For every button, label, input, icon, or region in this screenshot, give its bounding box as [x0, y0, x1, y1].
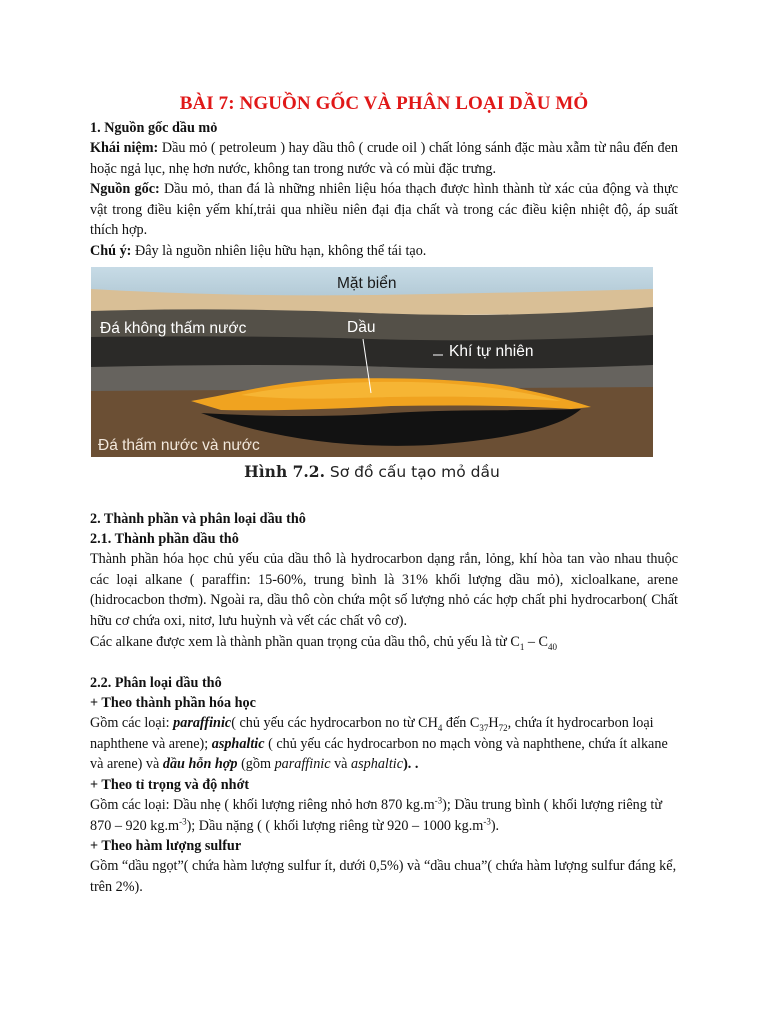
- by-sulfur-paragraph: Gồm “dầu ngọt”( chứa hàm lượng sulfur ít, dưới 0,5%) và “dầu chua”( chứa hàm lượng sulfur đáng kể, trên 2%).: [90, 858, 677, 895]
- origin-text: Dầu mỏ, than đá là những nhiên liệu hóa thạch được hình thành từ xác của động và thực vật trong điều kiện yếm khí,trải qua nhiều niên đại địa chất và trong các điều kiện nhiệt độ, áp suất thích hợp.: [90, 181, 678, 239]
- note-paragraph: [90, 241, 678, 262]
- term-asphaltic-2: asphaltic: [351, 756, 404, 773]
- alkane-dash: – C: [524, 634, 549, 650]
- caption-text: Sơ đồ cấu tạo mỏ dầu: [324, 463, 500, 481]
- chem-text-1: Gồm các loại:: [90, 715, 174, 731]
- label-impermeable-rock: Đá không thấm nước: [100, 320, 247, 337]
- concept-label: Khái niệm:: [90, 140, 159, 156]
- label-oil: Dầu: [347, 319, 376, 336]
- label-sea: Mặt biển: [337, 275, 397, 292]
- concept-text: Dầu mỏ ( petroleum ) hay dầu thô ( crude oil ) chất lỏng sánh đặc màu xẫm từ nâu đến đen hoặc ngả lục, nhẹ hơn nước, không tan trong nước và có mùi đặc trưng.: [90, 140, 678, 177]
- chem-text-2: ( chủ yếu các hydrocarbon no từ CH: [231, 715, 438, 731]
- chem-text-9: ). .: [403, 756, 419, 773]
- chem-sub-4: 4: [437, 722, 443, 733]
- density-sup-2: -3: [179, 815, 187, 826]
- density-text-1: Gồm các loại: Dầu nhẹ ( khối lượng riêng nhỏ hơn 870 kg.m: [90, 797, 435, 813]
- chem-sub-37: 37: [479, 722, 489, 733]
- by-density-heading: [90, 775, 678, 796]
- by-chemistry-paragraph: [90, 713, 678, 775]
- chem-text-7: (gồm: [237, 756, 275, 773]
- by-sulfur-heading-text: + Theo hàm lượng sulfur: [90, 838, 242, 854]
- figure-caption: [90, 462, 654, 481]
- term-paraffinic: paraffinic: [173, 715, 232, 731]
- by-density-paragraph: [90, 795, 678, 836]
- term-asphaltic: asphaltic: [211, 735, 265, 752]
- section1-heading-text: 1. Nguồn gốc dầu mỏ: [90, 120, 218, 136]
- term-paraffinic-2: paraffinic: [274, 756, 331, 773]
- chem-text-4: H: [488, 715, 499, 731]
- note-label: Chú ý:: [90, 243, 132, 259]
- alkane-sub-1: 1: [519, 641, 525, 652]
- caption-number: Hình 7.2.: [244, 462, 325, 481]
- chem-text-3: đến C: [442, 715, 480, 731]
- by-sulfur-heading: [90, 836, 678, 857]
- by-chemistry-heading: [90, 693, 678, 714]
- subsection-2-1-heading-text: 2.1. Thành phần dầu thô: [90, 531, 239, 547]
- density-text-3: ); Dầu nặng ( ( khối lượng riêng từ 920 – 1000 kg.m: [186, 817, 484, 834]
- density-sup-3: -3: [483, 815, 491, 826]
- chem-text-6: ( chủ yếu các hydrocarbon no mạch vòng và naphthene, chứa ít alkane và arene) và: [90, 735, 668, 773]
- chem-text-8: và: [330, 756, 352, 773]
- by-density-heading-text: + Theo tỉ trọng và độ nhớt: [90, 777, 250, 793]
- label-natural-gas: Khí tự nhiên: [449, 343, 534, 360]
- alkane-text: Các alkane được xem là thành phần quan trọng của dầu thô, chủ yếu là từ C: [90, 634, 520, 650]
- density-text-4: ).: [490, 817, 500, 834]
- note-text: Đây là nguồn nhiên liệu hữu hạn, không thể tái tạo.: [131, 243, 427, 259]
- origin-label: Nguồn gốc:: [90, 181, 160, 197]
- chem-text-5: , chứa ít hydrocarbon loại naphthene và arene);: [90, 715, 654, 752]
- section1-heading: [90, 118, 678, 139]
- section2-heading: [90, 509, 678, 530]
- origin-paragraph: [90, 179, 678, 241]
- subsection-2-2-heading-text: 2.2. Phân loại dầu thô: [90, 675, 222, 691]
- label-permeable-rock: Đá thấm nước và nước: [98, 437, 260, 454]
- alkane-sub-40: 40: [548, 641, 558, 652]
- oil-deposit-diagram: [91, 267, 653, 457]
- by-chemistry-heading-text: + Theo thành phần hóa học: [90, 695, 256, 711]
- alkane-paragraph: [90, 632, 678, 653]
- density-sup-1: -3: [434, 795, 443, 806]
- page-title: BÀI 7: NGUỒN GỐC VÀ PHÂN LOẠI DẦU MỎ: [179, 93, 589, 114]
- subsection-2-2-heading: [90, 673, 678, 694]
- chem-sub-72: 72: [498, 722, 508, 733]
- composition-paragraph: Thành phần hóa học chủ yếu của dầu thô là hydrocarbon dạng rắn, lỏng, khí hòa tan vào nhau thuộc các loại alkane ( paraffin: 15-60%, trung bình là 31% khối lượng dầu mỏ), xicloalkane, arene (hidrocacbon thơm). Ngoài ra, dầu thô còn chứa một số lượng nhỏ các hợp chất phi hydrocarbon( Chất hữu cơ chứa oxi, nitơ, lưu huỳnh và vết các chất vô cơ).: [90, 551, 678, 629]
- section2-heading-text: 2. Thành phần và phân loại dầu thô: [90, 511, 306, 527]
- subsection-2-1-heading: [90, 529, 678, 550]
- density-text-2: ); Dầu trung bình ( khối lượng riêng từ 870 – 920 kg.m: [90, 797, 663, 834]
- concept-paragraph: [90, 138, 678, 179]
- term-mixed-oil: dầu hỗn hợp: [162, 756, 238, 773]
